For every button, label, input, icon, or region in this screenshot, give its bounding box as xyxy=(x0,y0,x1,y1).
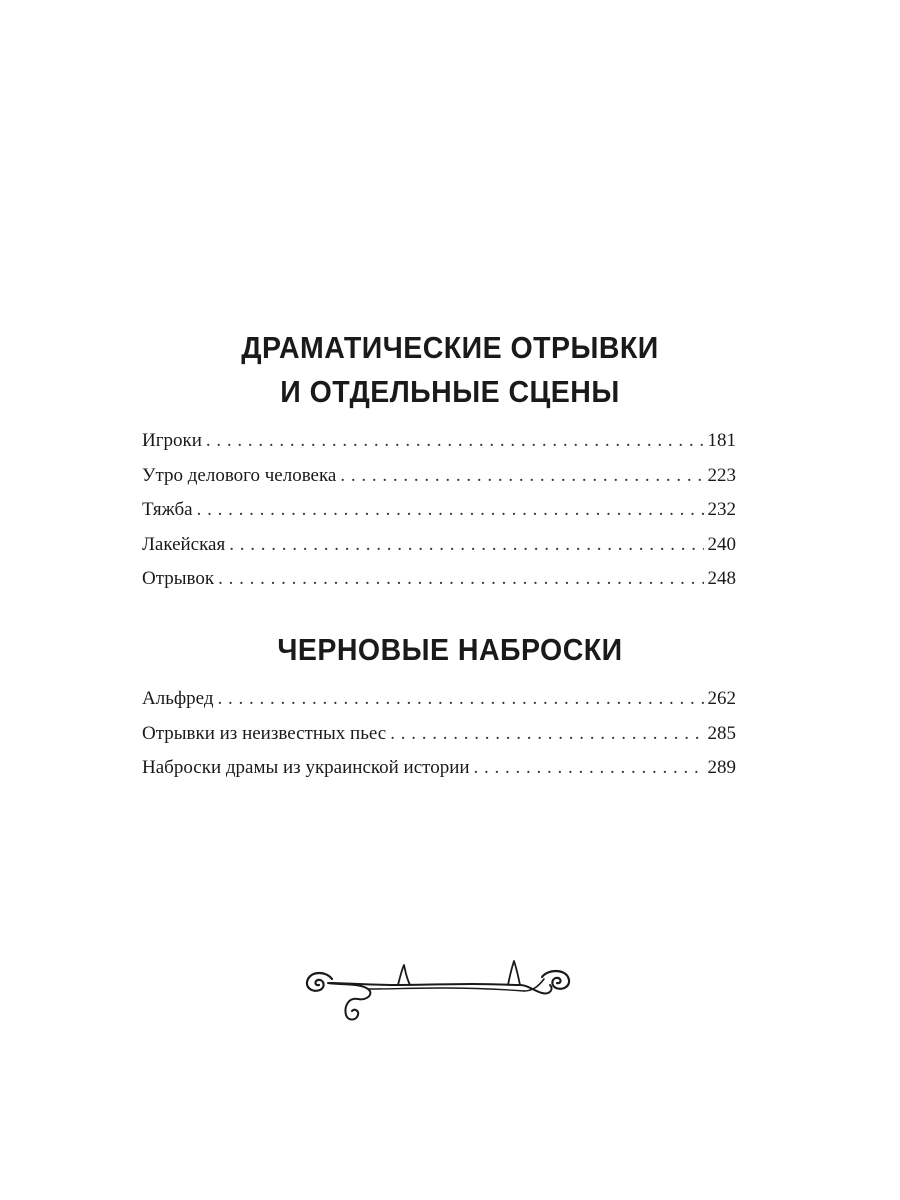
toc-entry[interactable] xyxy=(142,424,736,459)
toc-entry[interactable] xyxy=(142,459,736,494)
toc-entry-page: 240 xyxy=(707,533,736,555)
toc-entry-title: Утро делового человека xyxy=(142,464,337,486)
dot-leader xyxy=(474,751,704,786)
toc-entry[interactable] xyxy=(142,717,736,752)
dot-leader xyxy=(218,562,703,597)
toc-entry-title: Альфред xyxy=(142,688,214,709)
toc-entry-title: Отрывок xyxy=(142,568,215,589)
toc-entry-title: Отрывки из неизвестных пьес xyxy=(142,722,387,744)
section-title-draft-sketches xyxy=(36,628,864,672)
toc-entry[interactable] xyxy=(142,562,736,597)
toc-entry-page: 232 xyxy=(707,499,736,520)
toc-entry-page: 285 xyxy=(707,722,736,744)
section-title-line: И ОТДЕЛЬНЫЕ СЦЕНЫ xyxy=(280,374,620,409)
toc-entry-page: 248 xyxy=(707,568,736,589)
toc-entry-page: 181 xyxy=(707,430,736,451)
toc-entry-page: 289 xyxy=(707,757,736,778)
toc-list-dramatic-fragments xyxy=(142,424,736,597)
section-title-line: ДРАМАТИЧЕСКИЕ ОТРЫВКИ xyxy=(241,330,659,365)
toc-list-draft-sketches xyxy=(142,682,736,786)
dot-leader xyxy=(390,717,703,752)
toc-entry-title: Лакейская xyxy=(142,533,226,555)
toc-entry-page: 223 xyxy=(707,464,736,486)
toc-entry-page: 262 xyxy=(707,688,736,709)
section-title-line: ЧЕРНОВЫЕ НАБРОСКИ xyxy=(277,632,623,667)
toc-entry-title: Наброски драмы из украинской истории xyxy=(142,757,470,778)
toc-entry-title: Тяжба xyxy=(142,499,193,520)
dot-leader xyxy=(197,493,704,528)
toc-entry-title: Игроки xyxy=(142,430,202,451)
dot-leader xyxy=(340,459,703,494)
dot-leader xyxy=(229,528,703,563)
toc-entry[interactable] xyxy=(142,682,736,717)
toc-entry[interactable] xyxy=(142,493,736,528)
dot-leader xyxy=(218,682,704,717)
toc-entry[interactable] xyxy=(142,528,736,563)
toc-entry[interactable] xyxy=(142,751,736,786)
flourish-ornament-icon xyxy=(302,955,578,1029)
dot-leader xyxy=(206,424,704,459)
section-title-dramatic-fragments xyxy=(36,326,864,414)
